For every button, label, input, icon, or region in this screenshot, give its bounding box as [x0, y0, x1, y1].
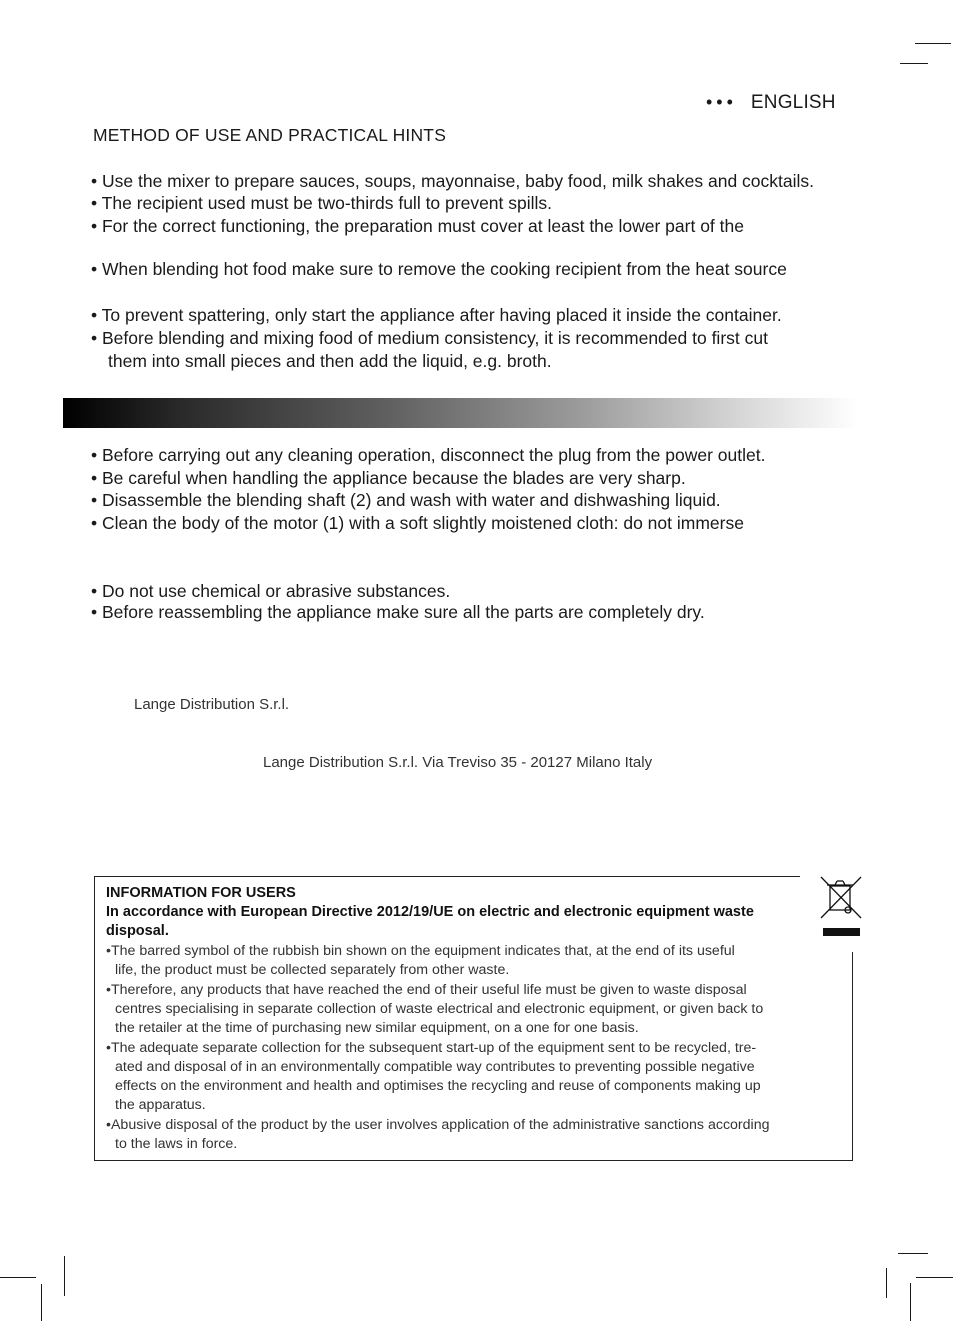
list-item: • Use the mixer to prepare sauces, soups, mayonnaise, baby food, milk shakes and cocktails. [91, 171, 815, 191]
section-divider-bar [63, 398, 858, 428]
info-line: •Therefore, any products that have reached the end of their useful life must be given to waste disposal [106, 982, 747, 998]
dots-icon: ••• [706, 92, 737, 112]
language-label: ENGLISH [750, 92, 836, 113]
language-header [706, 92, 836, 114]
crop-mark [916, 1277, 953, 1278]
info-line: to the laws in force. [115, 1136, 238, 1152]
info-line: •The adequate separate collection for the subsequent start-up of the equipment sent to be recycled, tre- [106, 1040, 757, 1056]
info-line: ated and disposal of in an environmentally compatible way contributes to preventing possible negative [115, 1059, 755, 1075]
info-subtitle: In accordance with European Directive 2012/19/UE on electric and electronic equipment waste [106, 904, 754, 920]
crop-mark [64, 1256, 65, 1296]
list-item: • Clean the body of the motor (1) with a soft slightly moistened cloth: do not immerse [91, 513, 744, 533]
company-address: Lange Distribution S.r.l. Via Treviso 35 - 20127 Milano Italy [263, 754, 653, 771]
list-item: • For the correct functioning, the preparation must cover at least the lower part of the [91, 216, 744, 236]
list-item: • The recipient used must be two-thirds full to prevent spills. [91, 193, 553, 213]
list-item-continuation: them into small pieces and then add the liquid, e.g. broth. [108, 351, 552, 371]
list-item: • Do not use chemical or abrasive substances. [91, 581, 451, 601]
info-line: effects on the environment and health and optimises the recycling and reuse of components making up [115, 1078, 761, 1094]
info-line: centres specialising in separate collection of waste electrical and electronic equipment, or given back to [115, 1001, 764, 1017]
info-line: the apparatus. [115, 1097, 206, 1113]
crop-mark [0, 1277, 36, 1278]
section-title: METHOD OF USE AND PRACTICAL HINTS [93, 125, 447, 145]
bin-underline-bar [823, 928, 860, 936]
info-line: •Abusive disposal of the product by the user involves application of the administrative sanctions according [106, 1117, 770, 1133]
crop-mark [886, 1268, 887, 1298]
list-item: • Disassemble the blending shaft (2) and wash with water and dishwashing liquid. [91, 490, 721, 510]
crop-mark [41, 1284, 42, 1321]
info-line: •The barred symbol of the rubbish bin shown on the equipment indicates that, at the end of its useful [106, 943, 735, 959]
list-item: • To prevent spattering, only start the appliance after having placed it inside the container. [91, 305, 782, 325]
info-subtitle: disposal. [106, 923, 169, 939]
crossed-bin-icon [818, 874, 864, 922]
list-item: • Before blending and mixing food of medium consistency, it is recommended to first cut [91, 328, 768, 348]
info-line: the retailer at the time of purchasing new similar equipment, on a one for one basis. [115, 1020, 639, 1036]
crop-mark [898, 1253, 928, 1254]
crop-mark [915, 43, 951, 44]
company-name: Lange Distribution S.r.l. [134, 696, 290, 713]
list-item: • Before carrying out any cleaning operation, disconnect the plug from the power outlet. [91, 445, 766, 465]
crop-mark [910, 1283, 911, 1321]
info-title: INFORMATION FOR USERS [106, 885, 296, 901]
list-item: • When blending hot food make sure to remove the cooking recipient from the heat source [91, 259, 787, 279]
list-item: • Before reassembling the appliance make sure all the parts are completely dry. [91, 602, 705, 622]
crop-mark [900, 63, 928, 64]
list-item: • Be careful when handling the appliance because the blades are very sharp. [91, 468, 686, 488]
info-line: life, the product must be collected separately from other waste. [115, 962, 510, 978]
